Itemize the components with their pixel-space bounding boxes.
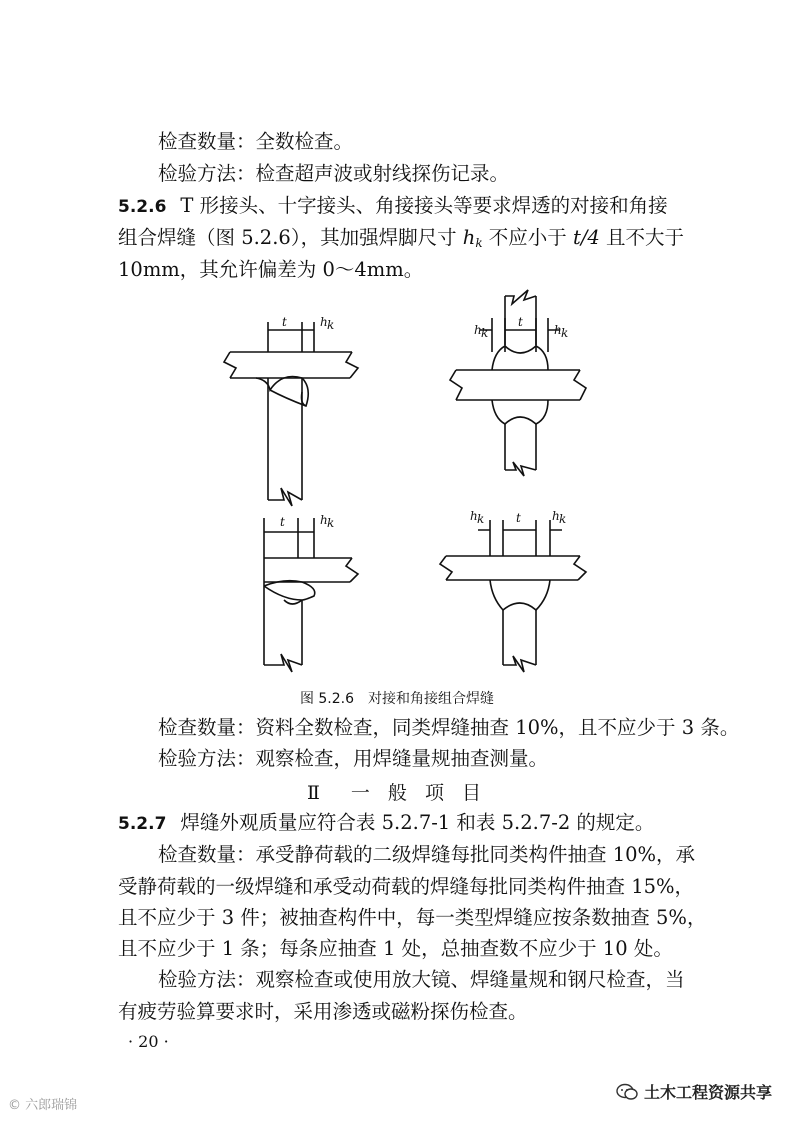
section-number-5-2-6: 5.2.6 [118,197,167,217]
figure-top-left [224,322,358,506]
label-h-3: h [554,323,562,337]
section-5-2-7-line1 [118,811,654,836]
watermark-right [616,1080,772,1103]
wechat-icon [616,1083,638,1101]
label-h-1: h [320,315,328,329]
label-k-3: k [561,326,569,340]
section-5-2-7-line7: 有疲劳验算要求时，采用渗透或磁粉探伤检查。 [118,1000,528,1023]
label-h-5: h [470,509,478,523]
label-t-1: t [282,315,287,329]
label-k-4: k [327,516,335,530]
section-5-2-7-line3: 受静荷载的一级焊缝和承受动荷载的焊缝每批同类构件抽查 15%， [118,875,695,898]
label-t-4: t [516,511,521,525]
section-5-2-7-text1: 焊缝外观质量应符合表 5.2.7-1 和表 5.2.7-2 的规定。 [180,811,655,834]
label-h-6: h [552,509,560,523]
section-5-2-6-text1: T 形接头、十字接头、角接接头等要求焊透的对接和角接 [180,194,668,217]
label-k-6: k [559,512,567,526]
para-check-quantity-1: 检查数量：全数检查。 [158,130,354,153]
section-5-2-7-line5: 且不应少于 1 条；每条应抽查 1 处，总抽查数不应少于 10 处。 [118,937,673,960]
section-5-2-7-line2: 检查数量：承受静荷载的二级焊缝每批同类构件抽查 10%，承 [158,843,696,866]
section-5-2-7-line6: 检验方法：观察检查或使用放大镜、焊缝量规和钢尺检查，当 [158,968,685,991]
label-k-5: k [477,512,485,526]
page-number: · 20 · [128,1032,169,1051]
label-k-1: k [327,318,335,332]
section-number-5-2-7: 5.2.7 [118,814,167,834]
figure-bottom-left [264,518,358,672]
label-h-4: h [320,513,328,527]
section-5-2-7-line4: 且不应少于 3 件；被抽查构件中，每一类型焊缝应按条数抽查 5%， [118,906,707,929]
watermark-right-text: 土木工程资源共享 [643,1083,772,1102]
label-h-2: h [474,323,482,337]
label-t-2: t [518,315,523,329]
label-t-3: t [280,515,285,529]
hk-subscript: k [475,236,483,250]
label-k-2: k [481,326,489,340]
section-5-2-6-text2a: 组合焊缝（图 5.2.6），其加强焊脚尺寸 [118,226,463,249]
watermark-left: © 六郎瑞锦 [8,1098,78,1113]
hk-symbol: h [462,226,476,249]
para-check-method-1: 检验方法：检查超声波或射线探伤记录。 [158,162,510,185]
subheading-general-items: Ⅱ 一 般 项 目 [306,782,488,804]
para-check-method-2: 检验方法：观察检查，用焊缝量规抽查测量。 [158,747,549,770]
section-5-2-6-line3: 10mm，其允许偏差为 0～4mm。 [118,258,424,281]
section-5-2-6-text2c: 且不大于 [599,226,685,249]
figure-caption: 图 5.2.6 对接和角接组合焊缝 [299,691,495,707]
section-5-2-6-text2b: 不应小于 [482,226,574,249]
t-quarter: t/4 [573,226,600,249]
para-check-quantity-2: 检查数量：资料全数检查，同类焊缝抽查 10%，且不应少于 3 条。 [158,716,740,739]
figure-bottom-right [440,520,586,672]
